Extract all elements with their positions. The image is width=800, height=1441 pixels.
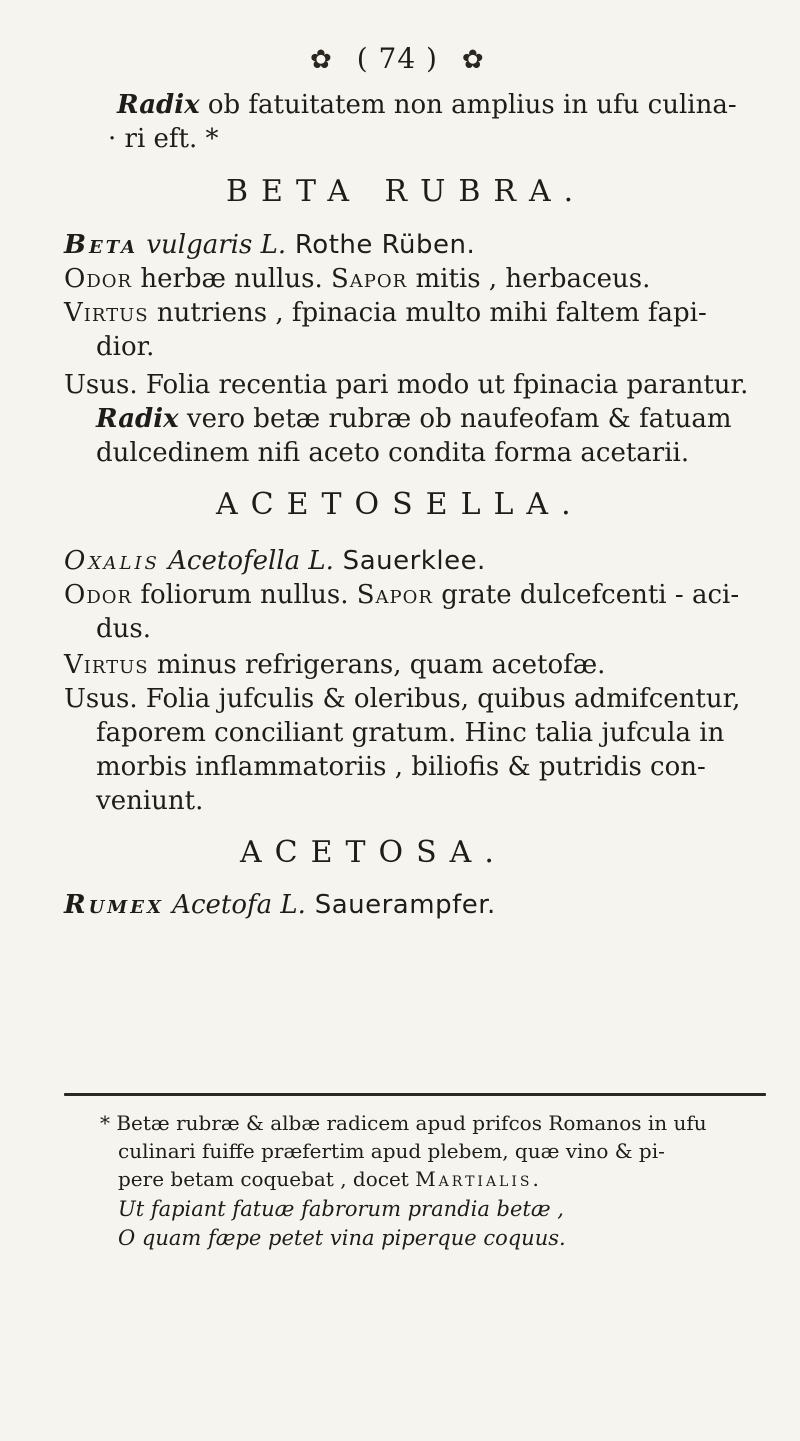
intro-line-2: · ri eft. * xyxy=(108,124,219,154)
footnote-separator-rule xyxy=(64,1093,766,1096)
acetosa-vernacular: Sauerampfer. xyxy=(305,890,496,920)
beta-odor-line xyxy=(64,262,650,296)
acetosella-sapor-label: Sapor xyxy=(356,580,433,610)
footnote-line-1: * Betæ rubræ & albæ radicem apud prifcos Romanos in ufu xyxy=(100,1111,707,1135)
intro-radix: Radix xyxy=(117,90,200,120)
acetosella-usus-label: Usus. xyxy=(64,684,138,714)
beta-virtus-line xyxy=(64,296,707,330)
beta-name-line xyxy=(64,228,475,262)
acetosella-genus: Oxalis xyxy=(64,546,160,576)
beta-usus-line-3: dulcedinem nifi aceto condita forma acetarii. xyxy=(96,438,690,468)
beta-virtus-text-1: nutriens , fpinacia multo mihi faltem fapi- xyxy=(148,298,707,328)
beta-usus-line-2 xyxy=(96,402,732,436)
acetosella-odor-text: foliorum nullus. xyxy=(132,580,357,610)
acetosella-name-line xyxy=(64,544,486,578)
acetosella-vernacular: Sauerklee. xyxy=(333,546,486,576)
footnote-line-3-text: pere betam coquebat , docet xyxy=(118,1167,416,1191)
page-header xyxy=(310,42,485,77)
beta-usus-text-2: vero betæ rubræ ob naufeofam & fatuam xyxy=(178,404,732,434)
footnote-author: Martialis. xyxy=(415,1167,542,1191)
acetosella-virtus-label: Virtus xyxy=(64,650,149,680)
beta-usus-line-1 xyxy=(64,368,748,402)
acetosella-odor-line xyxy=(64,578,739,612)
section-title-acetosella: ACETOSELLA. xyxy=(216,487,584,522)
acetosella-usus-text-1: Folia jufculis & oleribus, quibus admifcentur, xyxy=(137,684,741,714)
beta-virtus-text-2: dior. xyxy=(96,332,155,362)
intro-text-1: ob fatuitatem non amplius in ufu culina- xyxy=(199,90,737,120)
acetosella-virtus-line xyxy=(64,648,605,682)
acetosella-usus-line-2: faporem conciliant gratum. Hinc talia jufcula in xyxy=(96,718,725,748)
acetosella-sapor-text: grate dulcefcenti - aci- xyxy=(432,580,740,610)
acetosella-sapor-text-2: dus. xyxy=(96,614,151,644)
acetosella-usus-line-3: morbis inflammatoriis , biliofis & putridis con- xyxy=(96,752,706,782)
beta-sapor-text: mitis , herbaceus. xyxy=(407,264,651,294)
beta-usus-radix: Radix xyxy=(96,404,179,434)
footnote-line-3 xyxy=(118,1166,542,1192)
section-title-beta-rubra: BETA RUBRA. xyxy=(226,174,587,209)
flower-ornament-icon: ✿ xyxy=(461,45,485,75)
acetosa-genus: Rumex xyxy=(64,890,164,920)
page-number: ( 74 ) xyxy=(356,42,438,75)
section-title-acetosa: ACETOSA. xyxy=(240,835,507,870)
footnote-verse-2: O quam fæpe petet vina piperque coquus. xyxy=(118,1226,566,1250)
beta-vernacular: Rothe Rüben. xyxy=(286,230,476,260)
acetosella-usus-line-4: veniunt. xyxy=(96,786,204,816)
acetosella-virtus-text: minus refrigerans, quam acetofæ. xyxy=(148,650,606,680)
beta-species: vulgaris L. xyxy=(138,230,287,260)
footnote-line-2: culinari fuiffe præfertim apud plebem, quæ vino & pi- xyxy=(118,1139,665,1163)
acetosella-odor-label: Odor xyxy=(64,580,133,610)
beta-odor-label: Odor xyxy=(64,264,133,294)
beta-virtus-label: Virtus xyxy=(64,298,149,328)
beta-usus-text-1: Folia recentia pari modo ut fpinacia parantur. xyxy=(137,370,749,400)
beta-odor-text: herbæ nullus. xyxy=(132,264,331,294)
footnote-verse-1: Ut fapiant fatuæ fabrorum prandia betæ , xyxy=(118,1197,564,1221)
acetosa-species: Acetofa L. xyxy=(163,890,306,920)
acetosa-name-line xyxy=(64,888,496,922)
beta-genus: Beta xyxy=(64,230,139,260)
beta-usus-label: Usus. xyxy=(64,370,138,400)
flower-ornament-icon: ✿ xyxy=(310,45,333,75)
acetosella-usus-line-1 xyxy=(64,682,740,716)
acetosella-species: Acetofella L. xyxy=(159,546,334,576)
intro-line-1 xyxy=(117,88,737,122)
beta-sapor-label: Sapor xyxy=(330,264,408,294)
